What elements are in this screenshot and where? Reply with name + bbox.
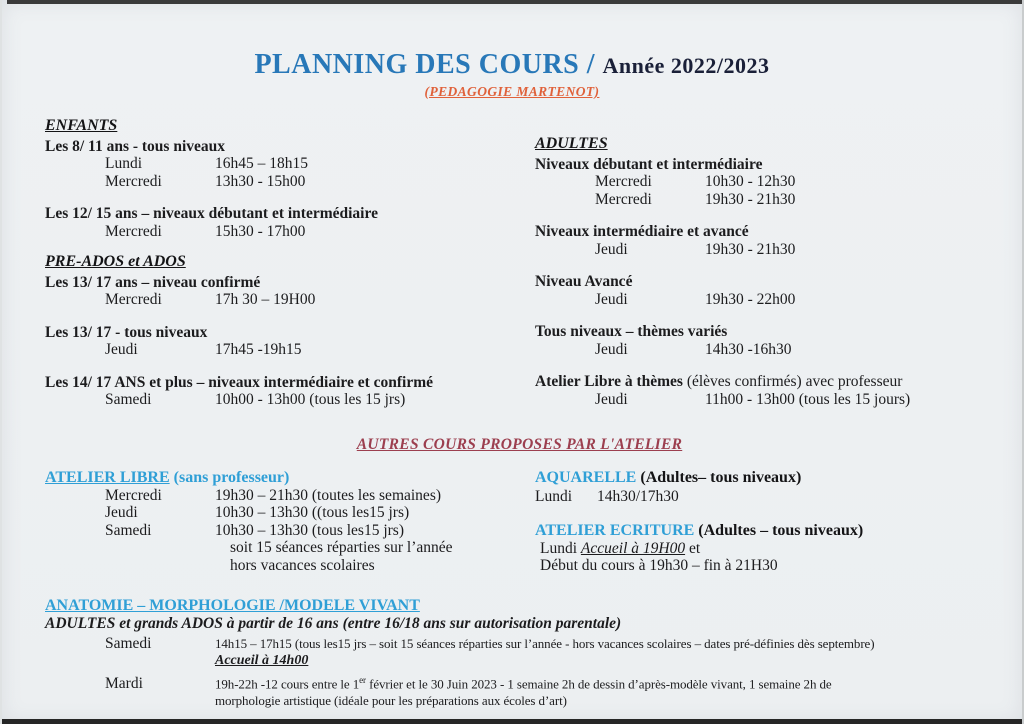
atelier-libre-tail: (sans professeur) [169,469,290,486]
course-title-bold: Atelier Libre à thèmes [535,373,683,390]
session-time: 10h30 – 13h30 ((tous les15 jrs) [215,504,410,521]
session-time: 14h30/17h30 [597,487,679,505]
session-time: 15h30 - 17h00 [215,222,306,240]
ordinal-superscript: er [359,674,366,685]
lower-schedule [45,469,994,575]
ecriture-title: ATELIER ECRITURE [535,522,695,539]
course-title: Niveaux intermédiaire et avancé [535,223,749,240]
session-day: Jeudi [595,340,628,358]
page-title [0,50,1024,81]
session-time: 11h00 - 13h00 (tous les 15 jours) [705,390,911,408]
session-time: 17h 30 – 19H00 [215,291,316,308]
column-aquarelle-ecriture [535,469,994,575]
atelier-libre-note: soit 15 séances réparties sur l’année [230,539,453,556]
session-day: Mercredi [105,486,162,504]
session-day: Jeudi [595,290,628,308]
course-niveau-avance [535,273,994,308]
ecriture-tail: (Adultes – tous niveaux) [694,522,864,539]
anatomie-accueil: Accueil à 14h00 [215,653,309,668]
section-header-adultes: ADULTES [535,135,608,152]
column-enfants-ados [45,117,535,424]
session-day: Samedi [105,634,152,652]
session-day: Lundi [105,155,143,172]
aquarelle-title: AQUARELLE [535,469,637,486]
session-day: Jeudi [595,240,628,258]
mardi-text-pre: 19h-22h -12 cours entre le 1 [215,675,360,691]
session-time: 19h30 - 22h00 [705,290,796,308]
section-atelier-ecriture [535,522,994,575]
course-title: Les 13/ 17 - tous niveaux [45,323,208,341]
course-title: Tous niveaux – thèmes variés [535,323,728,340]
course-title: Les 13/ 17 ans – niveau confirmé [45,273,261,291]
session-day: Mercredi [105,222,162,240]
session-time: 10h30 - 12h30 [705,173,796,190]
session-day: Samedi [105,391,152,408]
session-row [595,173,994,191]
course-title: Les 12/ 15 ans – niveaux débutant et intermédiaire [45,205,378,222]
section-enfants [45,117,535,240]
session-row [105,391,535,409]
course-14-17-plus [45,374,535,409]
course-title [535,373,994,391]
session-day: Jeudi [595,390,628,408]
ecriture-line-1 [540,540,994,558]
course-debutant-intermediaire [535,156,994,209]
session-row [595,241,994,259]
session-day: Mercredi [105,291,162,308]
title-year: Année 2022/2023 [602,53,770,78]
session-day: Jeudi [105,341,138,358]
course-tous-niveaux-themes [535,323,994,358]
scan-edge-left [0,0,2,724]
session-day: Mercredi [595,173,652,190]
session-row [595,391,994,409]
session-row [595,341,994,359]
aquarelle-tail: (Adultes– tous niveaux) [636,469,802,486]
session-day: Samedi [105,521,152,539]
session-row [105,672,994,693]
course-title: Les 8/ 11 ans - tous niveaux [45,137,226,155]
ecriture-line1-tail: et [685,539,701,557]
section-header-pre-ados: PRE-ADOS et ADOS [45,253,186,270]
upper-schedule [45,117,994,424]
course-intermediaire-avance [535,223,994,258]
session-time: 19h30 - 21h30 [705,240,796,258]
course-atelier-libre-themes [535,373,994,408]
column-atelier-libre [45,469,535,575]
session-row [105,291,535,309]
title-main: PLANNING DES COURS / [254,49,603,80]
session-row [535,488,994,506]
mardi-text-post: février et le 30 Juin 2023 - 1 semaine 2h de dessin d’après-modèle vivant, 1 semaine 2h de [365,675,832,691]
document-body [0,117,1024,710]
session-row [105,173,535,191]
mardi-continuation: morphologie artistique (idéale pour les préparations aux écoles d’art) [215,693,567,709]
scan-edge-bottom [0,719,1024,724]
session-time: 16h45 – 18h15 [215,155,308,172]
session-row [105,504,535,522]
scan-edge-top [7,0,1024,4]
page-subtitle: (PEDAGOGIE MARTENOT) [424,84,600,99]
session-row [105,223,535,241]
section-header-enfants: ENFANTS [45,117,118,134]
heading-aquarelle [535,469,994,487]
session-day: Jeudi [105,504,138,521]
session-time: 10h00 - 13h00 (tous les 15 jrs) [215,391,406,408]
course-title-tail: (élèves confirmés) avec professeur [682,373,903,390]
session-day: Lundi [540,539,581,557]
session-row [105,155,535,173]
heading-anatomie [45,597,994,615]
column-adultes [535,135,994,424]
atelier-libre-note: hors vacances scolaires [230,556,375,574]
course-13-17-confirme [45,274,535,309]
session-row [105,341,535,359]
anatomie-title: ANATOMIE – MORPHOLOGIE /MODELE VIVANT [45,596,420,614]
document-header [0,0,1024,100]
session-detail [215,672,832,693]
course-title: Niveau Avancé [535,273,633,290]
session-time: 19h30 – 21h30 (toutes les semaines) [215,486,442,504]
ecriture-line-2: Début du cours à 19h30 – fin à 21H30 [540,557,778,574]
section-anatomie [45,597,994,710]
course-8-11-ans [45,138,535,191]
course-title: Les 14/ 17 ANS et plus – niveaux intermédiaire et confirmé [45,373,434,391]
course-13-17-tous [45,324,535,359]
session-day: Mardi [105,674,143,692]
session-time: 14h30 -16h30 [705,340,792,358]
section-adultes [535,135,994,408]
course-12-15-ans [45,205,535,240]
accueil-time: Accueil à 19H00 [580,539,686,557]
section-pre-ados [45,253,535,409]
session-day: Lundi [535,487,573,505]
session-row [595,291,994,309]
session-time: 17h45 -19h15 [215,341,302,358]
heading-autres-cours: AUTRES COURS PROPOSES PAR L'ATELIER [356,435,683,453]
session-time: 13h30 - 15h00 [215,172,306,190]
session-detail: 14h15 – 17h15 (tous les15 jrs – soit 15 séances réparties sur l’année - hors vacances scolaires – dates pré-définies dès septembre) [215,635,875,651]
session-row [595,191,994,209]
heading-atelier-libre [45,469,535,487]
course-title: Niveaux débutant et intermédiaire [535,155,763,173]
session-day: Mercredi [595,190,652,208]
session-day: Mercredi [105,172,162,190]
session-row [105,487,535,505]
atelier-libre-title: ATELIER LIBRE [45,469,170,486]
session-row [105,635,994,653]
anatomie-subheading: ADULTES et grands ADOS à partir de 16 ans (entre 16/18 ans sur autorisation parentale) [45,615,622,632]
session-row [105,522,535,540]
session-time: 19h30 - 21h30 [705,190,796,208]
heading-atelier-ecriture [535,522,994,540]
session-time: 10h30 – 13h30 (tous les15 jrs) [215,521,405,539]
